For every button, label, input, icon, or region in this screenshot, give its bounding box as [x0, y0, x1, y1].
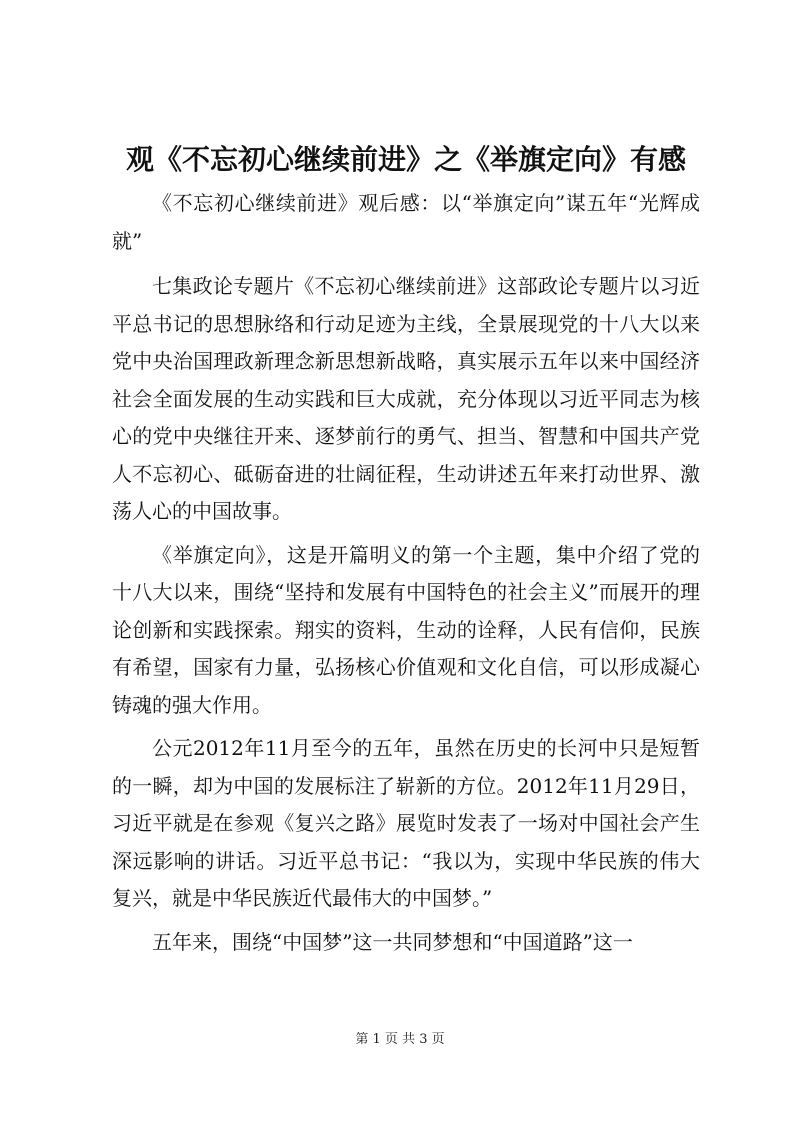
- document-body: [112, 135, 700, 961]
- paragraph: 《举旗定向》，这是开篇明义的第一个主题，集中介绍了党的十八大以来，围绕“坚持和发展有中国特色的社会主义”而展开的理论创新和实践探索。翔实的资料，生动的诠释，人民有信仰，民族有希望，国家有力量，弘扬核心价值观和文化自信，可以形成凝心铸魂的强大作用。: [112, 542, 700, 717]
- paragraph: 五年来，围绕“中国梦”这一共同梦想和“中国道路”这一: [152, 929, 633, 954]
- paragraph: 七集政论专题片《不忘初心继续前进》这部政论专题片以习近平总书记的思想脉络和行动足迹为主线，全景展现党的十八大以来党中央治国理政新理念新思想新战略，真实展示五年以来中国经济社会全面发展的生动实践和巨大成就，充分体现以习近平同志为核心的党中央继往开来、逐梦前行的勇气、担当、智慧和中国共产党人不忘初心、砥砺奋进的壮阔征程，生动讲述五年来打动世界、激荡人心的中国故事。: [112, 274, 700, 523]
- document-subtitle: 《不忘初心继续前进》观后感：以“举旗定向”谋五年“光辉成就”: [112, 191, 700, 253]
- page-footer: 第 1 页 共 3 页: [355, 1032, 445, 1047]
- paragraph: 公元2012年11月至今的五年，虽然在历史的长河中只是短暂的一瞬，却为中国的发展标注了崭新的方位。2012年11月29日，习近平就是在参观《复兴之路》展览时发表了一场对中国社会产生深远影响的讲话。习近平总书记：“我以为，实现中华民族的伟大复兴，就是中华民族近代最伟大的中国梦。”: [112, 736, 700, 910]
- document-title: 观《不忘初心继续前进》之《举旗定向》有感: [125, 143, 686, 176]
